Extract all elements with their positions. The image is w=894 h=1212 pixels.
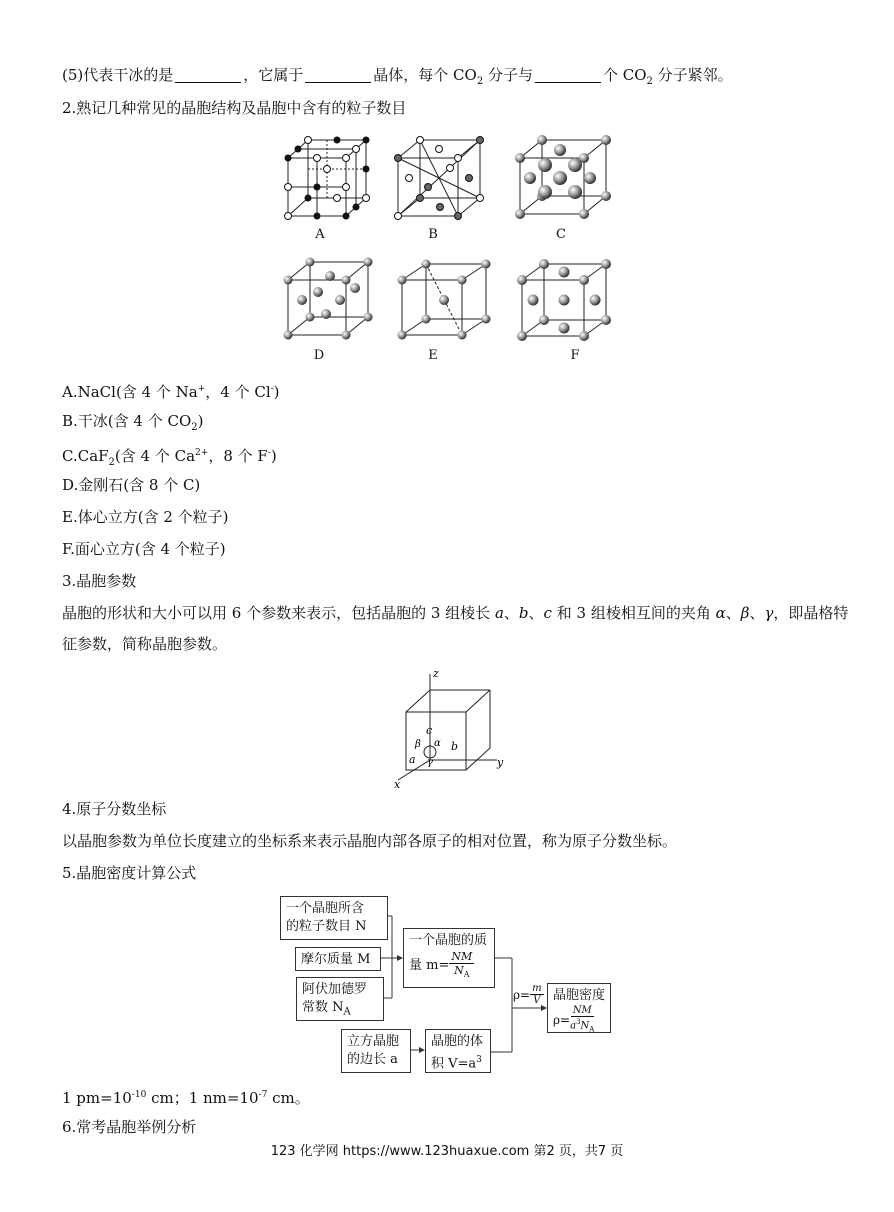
list-item-f: F.面心立方(含 4 个粒子) <box>62 540 226 558</box>
angle-beta-label: β <box>415 739 421 750</box>
figure-label-a: A <box>315 227 325 242</box>
unit-conversion: 1 $pm=10^{-10}$ cm；1 $nm=10^{-7}$ cm。 <box>62 1089 310 1107</box>
cell-volume-box: 晶胞的体 积 $V=a^3$ <box>425 1029 491 1073</box>
section-4-text: 以晶胞参数为单位长度建立的坐标系来表示晶胞内部各原子的相对位置，称为原子分数坐标。 <box>62 832 678 850</box>
crystal-figure-grid <box>0 128 894 378</box>
section-4-title: 4.原子分数坐标 <box>62 800 167 818</box>
list-item-a: A.NaCl(含 4 个 Na+，4 个 Cl-) <box>62 383 280 401</box>
unit-cell-parameter-figure <box>385 665 515 790</box>
edge-c-label: c <box>426 724 433 737</box>
edge-b-label: b <box>451 740 459 753</box>
figure-label-c: C <box>556 227 566 242</box>
figure-label-d: D <box>313 348 325 363</box>
section-5-title: 5.晶胞密度计算公式 <box>62 864 197 882</box>
angle-gamma-label: γ <box>427 757 433 768</box>
particle-count-box: 一个晶胞所含 的粒子数目 N <box>280 896 388 940</box>
angle-alpha-label: α <box>434 738 441 749</box>
list-item-b: B.干冰(含 4 个 $CO_2$) <box>62 412 204 433</box>
axis-x-label: x <box>394 778 401 790</box>
avogadro-box: 阿伏加德罗 常数 $N_A$ <box>296 977 384 1021</box>
page-footer: 123 化学网 https://www.123huaxue.com 第2 页，共7 页 <box>270 1144 624 1159</box>
fcc-atoms <box>517 259 611 341</box>
figure-label-e: E <box>428 348 438 363</box>
rho-formula: ρ= $\frac{m}{V}$ <box>513 983 542 1006</box>
figure-label-b: B <box>428 227 438 242</box>
answer-blank-1[interactable] <box>175 67 241 83</box>
section-6-title: 6.常考晶胞举例分析 <box>62 1118 197 1136</box>
question-5: (5)代表干冰的是 ，它属于 晶体，每个 $CO_2$ 分子与 个 $CO_2$ 分子紧邻。 <box>62 66 733 87</box>
list-item-c: C.CaF$_2$(含 4 个 $Ca^{2+}$，8 个 F-) <box>62 447 277 468</box>
section-2-title: 2.熟记几种常见的晶胞结构及晶胞中含有的粒子数目 <box>62 99 407 117</box>
density-result-box: 晶胞密度 ρ= $\frac{NM}{a^3N_A}$ <box>547 983 611 1033</box>
section-3-title: 3.晶胞参数 <box>62 572 137 590</box>
axis-y-label: y <box>497 756 504 769</box>
edge-length-box: 立方晶胞 的边长 a <box>341 1029 411 1073</box>
answer-blank-3[interactable] <box>535 67 601 83</box>
section-3-text: 晶胞的形状和大小可以用 6 个参数来表示，包括晶胞的 3 组棱长 a、b、c 和 3 组棱相互间的夹角 α、β、γ，即晶格特征参数，简称晶胞参数。 <box>62 604 849 653</box>
list-item-e: E.体心立方(含 2 个粒子) <box>62 508 229 526</box>
cell-mass-box: 一个晶胞的质 量 m= $\frac{NM}{N_A}$ <box>403 928 495 988</box>
molar-mass-box: 摩尔质量 M <box>295 947 381 971</box>
axis-z-label: z <box>433 667 439 680</box>
list-item-d: D.金刚石(含 8 个 C) <box>62 476 201 494</box>
answer-blank-2[interactable] <box>305 67 371 83</box>
bcc-atoms <box>398 260 491 340</box>
edge-a-label: a <box>409 753 416 766</box>
figure-label-f: F <box>570 348 580 363</box>
